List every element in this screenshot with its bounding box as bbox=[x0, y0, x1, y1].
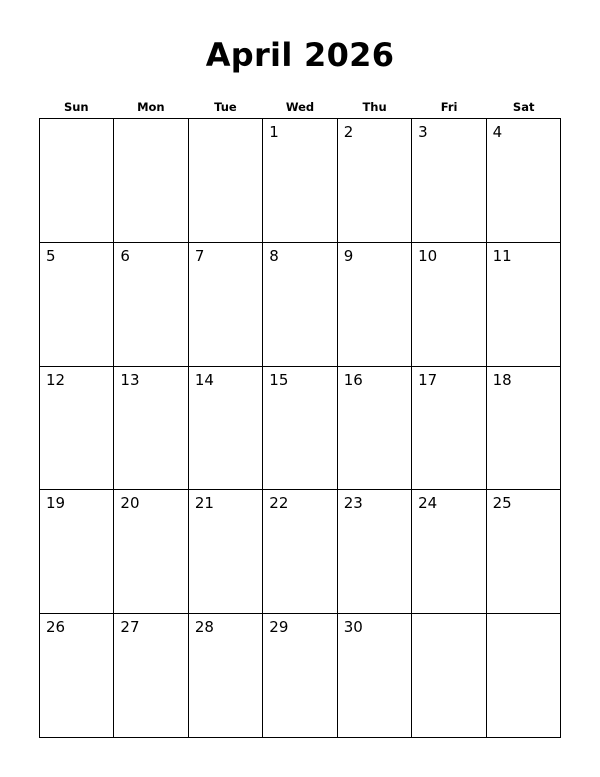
day-cell bbox=[263, 243, 337, 367]
weekday-label-sat: Sat bbox=[512, 100, 535, 114]
weekday-header-row bbox=[39, 99, 561, 115]
day-number: 8 bbox=[269, 246, 279, 265]
day-cell bbox=[412, 614, 486, 738]
day-number: 30 bbox=[343, 618, 363, 637]
weekday-label-sun: Sun bbox=[63, 100, 89, 114]
day-number: 23 bbox=[343, 494, 363, 513]
day-cell bbox=[487, 367, 561, 491]
day-number: 16 bbox=[343, 370, 363, 389]
day-cell bbox=[487, 243, 561, 367]
weekday-label-wed: Wed bbox=[285, 100, 315, 114]
day-number: 20 bbox=[120, 494, 140, 513]
day-number: 4 bbox=[492, 123, 503, 141]
day-number: 12 bbox=[46, 370, 66, 389]
day-number: 9 bbox=[343, 246, 354, 265]
day-cell bbox=[263, 119, 337, 243]
day-cell bbox=[412, 243, 486, 367]
day-cell bbox=[114, 490, 188, 614]
day-cell bbox=[114, 614, 188, 738]
day-cell bbox=[412, 367, 486, 491]
weekday-label-fri: Fri bbox=[440, 100, 458, 114]
day-cell bbox=[263, 490, 337, 614]
day-number: 3 bbox=[418, 123, 428, 141]
day-number: 14 bbox=[194, 370, 214, 389]
day-cell bbox=[40, 119, 114, 243]
day-cell bbox=[40, 614, 114, 738]
day-cell bbox=[189, 367, 263, 491]
day-cell bbox=[114, 367, 188, 491]
weekday-label-mon: Mon bbox=[137, 100, 165, 114]
day-number: 11 bbox=[492, 246, 512, 265]
day-number: 26 bbox=[46, 618, 66, 637]
day-number: 21 bbox=[194, 494, 214, 513]
day-number: 18 bbox=[492, 370, 512, 389]
day-cell bbox=[412, 490, 486, 614]
day-cell bbox=[338, 614, 412, 738]
day-number: 17 bbox=[418, 370, 438, 389]
day-number: 29 bbox=[269, 618, 289, 637]
day-cell bbox=[263, 367, 337, 491]
day-number: 1 bbox=[269, 123, 279, 141]
day-cell bbox=[189, 243, 263, 367]
day-cell bbox=[338, 119, 412, 243]
day-cell bbox=[338, 367, 412, 491]
day-number: 15 bbox=[269, 370, 289, 389]
calendar-title: April 2026 bbox=[205, 36, 395, 74]
day-cell bbox=[189, 490, 263, 614]
day-number: 10 bbox=[418, 246, 438, 265]
day-cell bbox=[189, 614, 263, 738]
day-cell bbox=[40, 367, 114, 491]
weekday-label-thu: Thu bbox=[362, 100, 387, 114]
day-cell bbox=[114, 243, 188, 367]
day-cell bbox=[40, 490, 114, 614]
day-number: 19 bbox=[46, 494, 66, 513]
day-number: 22 bbox=[269, 494, 289, 513]
day-number: 27 bbox=[120, 618, 140, 637]
day-number: 25 bbox=[492, 494, 512, 513]
day-cell bbox=[189, 119, 263, 243]
day-number: 6 bbox=[120, 246, 130, 265]
day-cell bbox=[487, 119, 561, 243]
day-number: 28 bbox=[194, 618, 214, 637]
day-cell bbox=[487, 490, 561, 614]
day-cell bbox=[487, 614, 561, 738]
day-cell bbox=[40, 243, 114, 367]
day-cell bbox=[263, 614, 337, 738]
day-number: 13 bbox=[120, 370, 140, 389]
day-number: 5 bbox=[46, 246, 56, 265]
day-number: 7 bbox=[194, 246, 205, 265]
day-cell bbox=[338, 243, 412, 367]
day-cell bbox=[412, 119, 486, 243]
day-number: 24 bbox=[418, 494, 438, 513]
day-cell bbox=[338, 490, 412, 614]
day-cell bbox=[114, 119, 188, 243]
weekday-label-tue: Tue bbox=[214, 100, 237, 114]
day-number: 2 bbox=[343, 123, 354, 141]
calendar-grid bbox=[39, 118, 561, 738]
